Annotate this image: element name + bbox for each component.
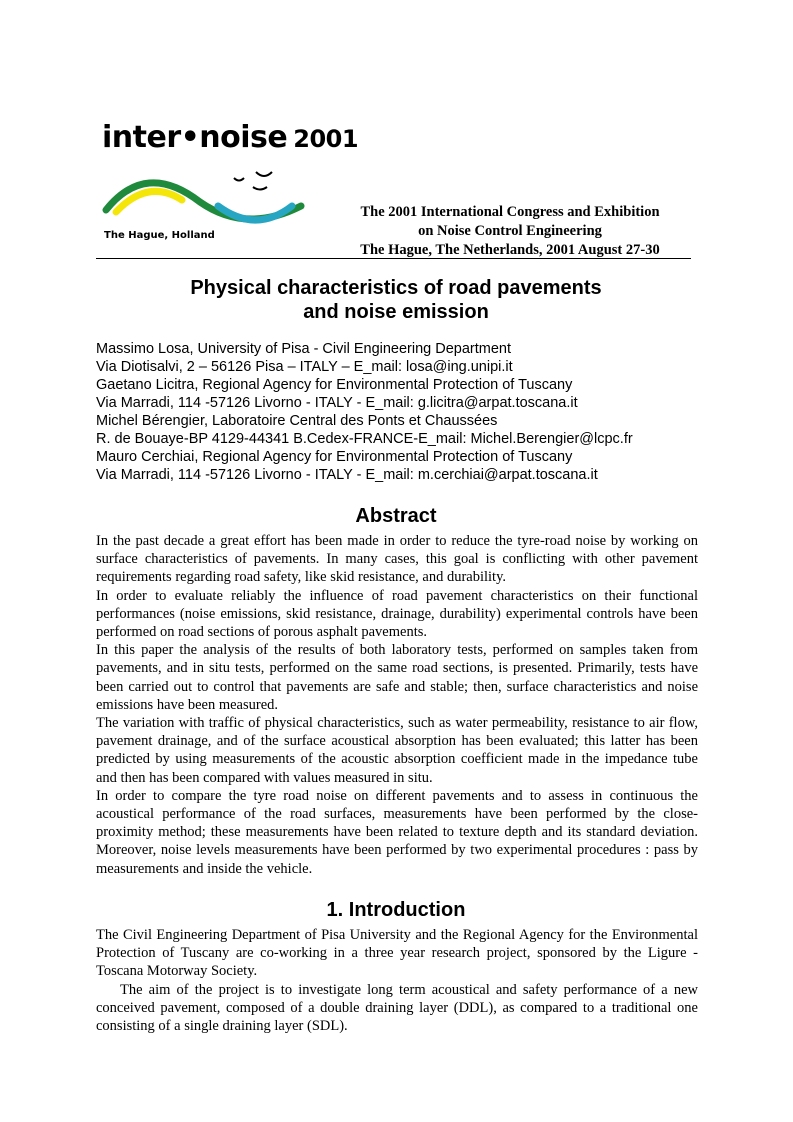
author-list [96,340,706,484]
author-line: Via Marradi, 114 -57126 Livorno - ITALY - E_mail: g.licitra@arpat.toscana.it [96,395,578,411]
logo-title [102,118,358,159]
paper-title [96,276,696,324]
logo-city: The Hague, Holland [104,230,215,241]
logo-smile-left [234,178,244,181]
abstract-paragraph: In order to compare the tyre road noise on different pavements and to assess in continuous the acoustical performance of the road surfaces, measurements have been performed by the close-proximity method; these measurements have been related to texture depth and its standard deviation. Moreover, noise levels measurements have been performed by two experimental procedures : pass by measurements and inside the vehicle. [96,787,698,877]
logo-title-text: inter•noise [102,120,288,155]
paper-title-line-2: and noise emission [303,301,489,323]
author-line: Mauro Cerchiai, Regional Agency for Environmental Protection of Tuscany [96,449,573,465]
abstract-paragraph: The variation with traffic of physical characteristics, such as water permeability, resistance to air flow, pavement drainage, and of the surface acoustical absorption has been evaluated; this latter has been predicted by using measurements of the acoustic absorption coefficient made in the impedance tube and then has been compared with values measured in situ. [96,715,698,786]
congress-line-1: The 2001 International Congress and Exhibition [360,204,660,220]
author-line: Michel Bérengier, Laboratoire Central des Ponts et Chaussées [96,413,498,429]
abstract-paragraph: In this paper the analysis of the results of both laboratory tests, performed on samples taken from pavements, and in situ tests, performed on the same road sections, is presented. Primarily, tests have been carried out to control that pavements are safe and stable; then, surface characteristics and noise emissions have been measured. [96,642,698,713]
abstract-paragraph: In order to evaluate reliably the influence of road pavement characteristics on their functional performances (noise emissions, skid resistance, drainage, durability) experimental controls have been performed on road sections of porous asphalt pavements. [96,587,698,641]
congress-line-2: on Noise Control Engineering [418,223,602,239]
introduction-paragraph: The Civil Engineering Department of Pisa University and the Regional Agency for the Environmental Protection of Tuscany are co-working in a three year research project, sponsored by the Ligure - Toscana Motorway Society. [96,927,698,980]
introduction-paragraph: The aim of the project is to investigate long term acoustical and safety performance of a new conceived pavement, composed of a double draining layer (DDL), as compared to a traditional one consisting of a single draining layer (SDL). [96,981,698,1035]
congress-line-3: The Hague, The Netherlands, 2001 August 27-30 [360,242,660,258]
logo-year: 2001 [293,125,359,153]
author-line: Via Diotisalvi, 2 – 56126 Pisa – ITALY – E_mail: losa@ing.unipi.it [96,359,513,375]
waves-logo-icon [96,162,336,232]
abstract-body [96,532,698,878]
logo-smile-mid [253,187,267,190]
congress-info [330,203,690,260]
introduction-body [96,926,698,1035]
conference-logo [96,118,359,258]
paper-title-line-1: Physical characteristics of road pavements [190,277,602,299]
author-line: Via Marradi, 114 -57126 Livorno - ITALY - E_mail: m.cerchiai@arpat.toscana.it [96,467,598,483]
abstract-heading: Abstract [355,505,437,527]
header-divider [96,258,691,259]
abstract-paragraph: In the past decade a great effort has been made in order to reduce the tyre-road noise by working on surface characteristics of pavements. In many cases, this goal is conflicting with other pavement requirements regarding road safety, like skid resistance, and durability. [96,533,698,586]
author-line: Gaetano Licitra, Regional Agency for Environmental Protection of Tuscany [96,377,573,393]
author-line: Massimo Losa, University of Pisa - Civil Engineering Department [96,341,512,357]
logo-smile-right [256,172,272,176]
introduction-heading: 1. Introduction [326,899,466,921]
author-line: R. de Bouaye-BP 4129-44341 B.Cedex-FRANCE-E_mail: Michel.Berengier@lcpc.fr [96,431,633,447]
